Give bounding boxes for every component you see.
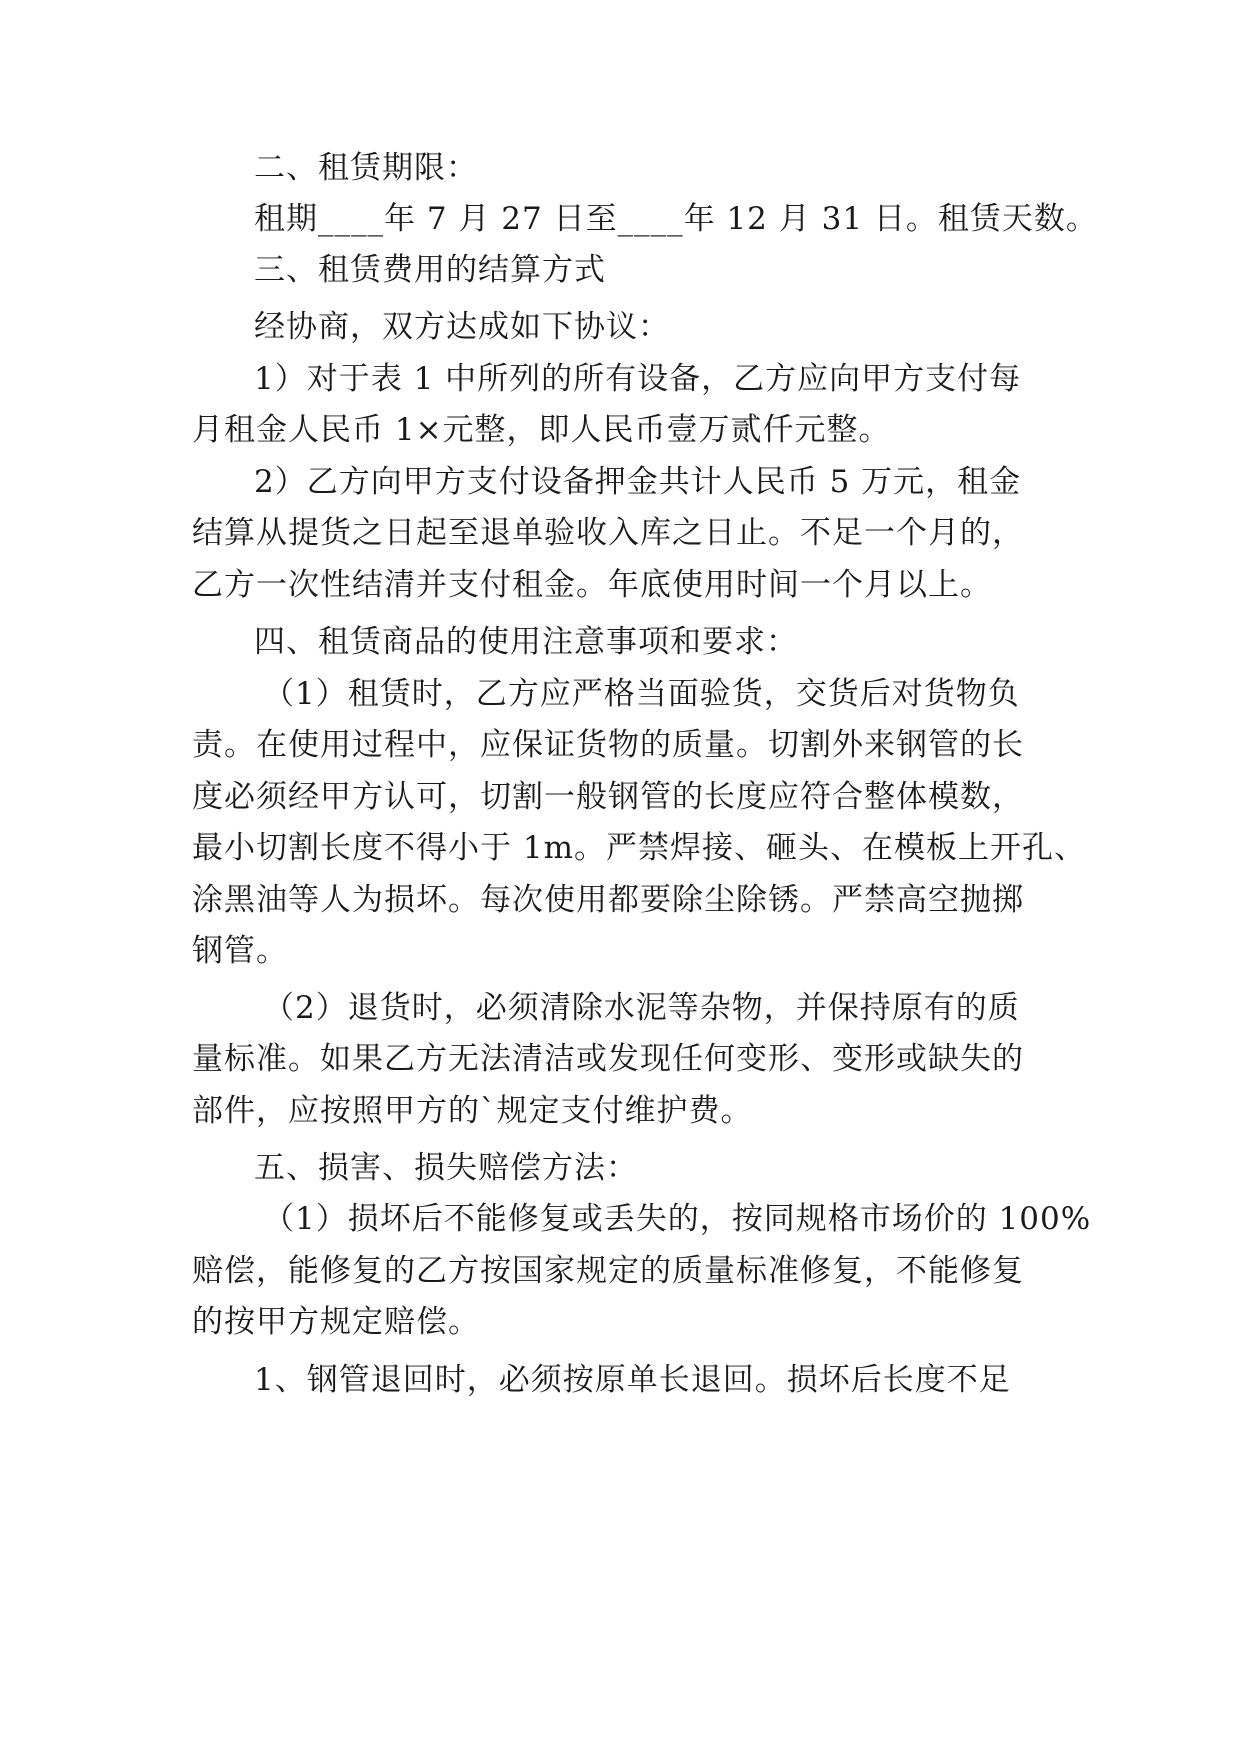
- paragraph-line: （1）租赁时，乙方应严格当面验货，交货后对货物负: [263, 676, 1020, 712]
- paragraph-line: 租期____年 7 月 27 日至____年 12 月 31 日。租赁天数。: [254, 201, 1098, 237]
- paragraph-line: 度必须经甲方认可，切割一般钢管的长度应符合整体模数，: [192, 779, 1024, 815]
- paragraph-line: 经协商，双方达成如下协议：: [254, 309, 670, 345]
- paragraph-line: 月租金人民币 1×元整，即人民币壹万贰仟元整。: [192, 412, 891, 448]
- paragraph-line: 量标准。如果乙方无法清洁或发现任何变形、变形或缺失的: [192, 1041, 1024, 1077]
- paragraph-line: 赔偿，能修复的乙方按国家规定的质量标准修复，不能修复: [192, 1253, 1024, 1289]
- paragraph-line: 结算从提货之日起至退单验收入库之日止。不足一个月的，: [192, 515, 1024, 551]
- paragraph-line: 2）乙方向甲方支付设备押金共计人民币 5 万元，租金: [254, 464, 1022, 500]
- paragraph-line: 1）对于表 1 中所列的所有设备，乙方应向甲方支付每: [254, 361, 1022, 397]
- section-heading-compensation: 五、损害、损失赔偿方法：: [254, 1150, 638, 1186]
- paragraph-line: （2）退货时，必须清除水泥等杂物，并保持原有的质: [263, 990, 1020, 1026]
- section-heading-settlement: 三、租赁费用的结算方式: [254, 252, 606, 288]
- paragraph-line: 钢管。: [192, 933, 288, 969]
- paragraph-line: 责。在使用过程中，应保证货物的质量。切割外来钢管的长: [192, 727, 1024, 763]
- paragraph-line: 涂黑油等人为损坏。每次使用都要除尘除锈。严禁高空抛掷: [192, 882, 1024, 918]
- paragraph-line: 最小切割长度不得小于 1m。严禁焊接、砸头、在模板上开孔、: [192, 830, 1086, 866]
- paragraph-line: 乙方一次性结清并支付租金。年底使用时间一个月以上。: [192, 567, 992, 603]
- section-heading-usage: 四、租赁商品的使用注意事项和要求：: [254, 624, 798, 660]
- paragraph-line: 1、钢管退回时，必须按原单长退回。损坏后长度不足: [254, 1362, 1011, 1398]
- paragraph-line: （1）损坏后不能修复或丢失的，按同规格市场价的 100%: [263, 1201, 1092, 1237]
- section-heading-lease-term: 二、租赁期限：: [254, 150, 478, 186]
- paragraph-line: 的按甲方规定赔偿。: [192, 1304, 480, 1340]
- paragraph-line: 部件，应按照甲方的`规定支付维护费。: [192, 1093, 753, 1129]
